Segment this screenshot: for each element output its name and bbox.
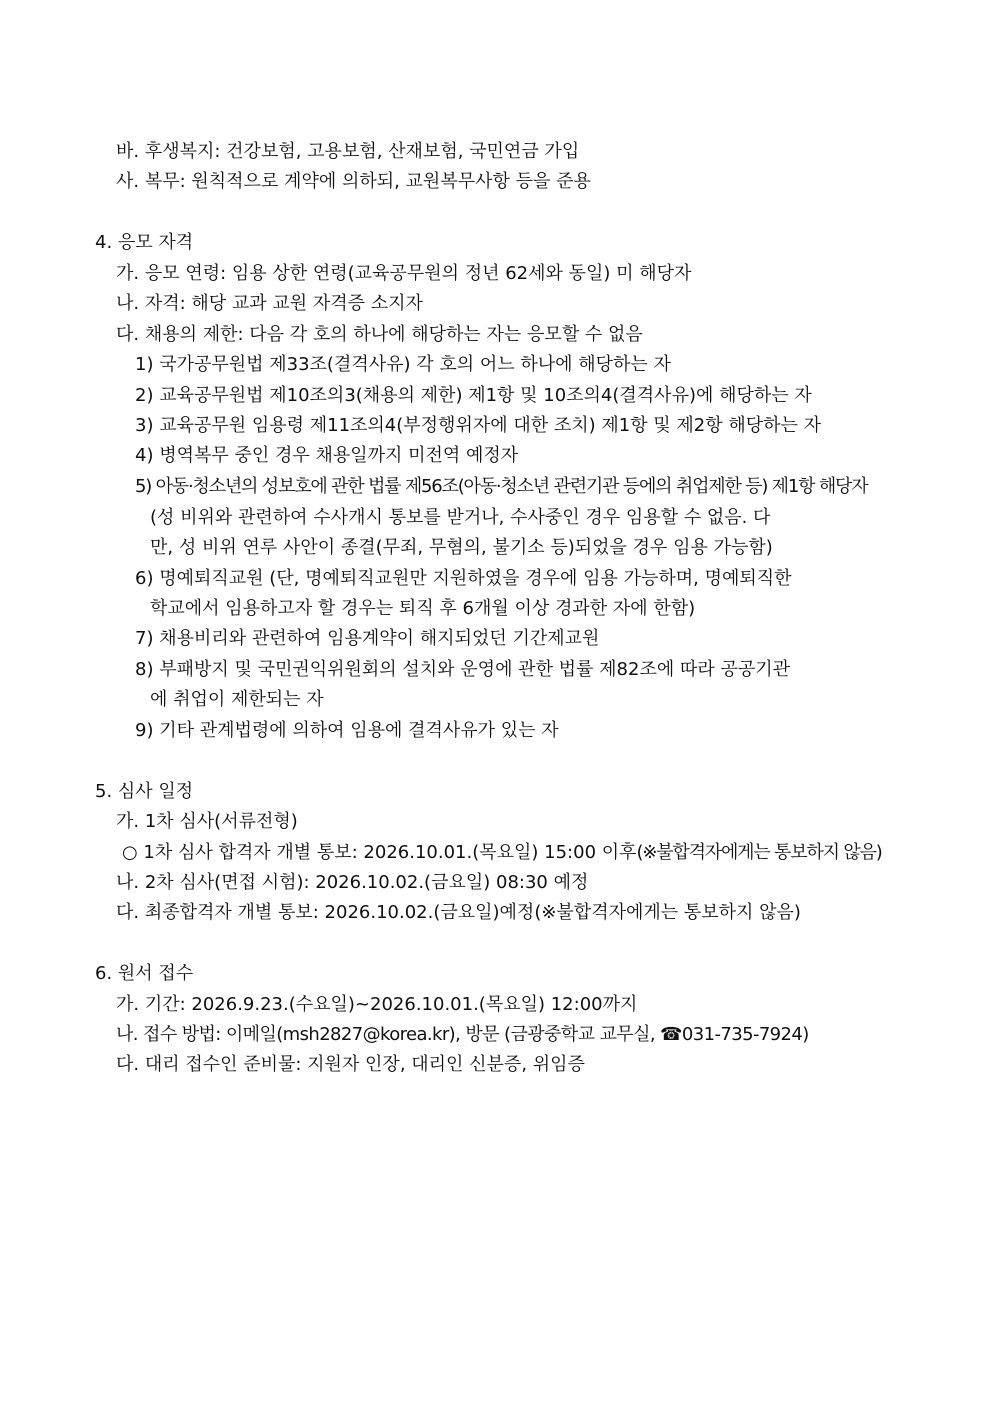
qualification-line: 나. 자격: 해당 교과 교원 자격증 소지자 <box>116 293 423 314</box>
section-4-heading: 4. 응모 자격 <box>95 232 194 253</box>
age-requirement-line: 가. 응모 연령: 임용 상한 연령(교육공무원의 정년 62세와 동일) 미 해당자 <box>116 263 692 284</box>
restriction-item-5-note-2: 만, 성 비위 연루 사안이 종결(무죄, 무혐의, 불기소 등)되었을 경우 임용 가능함) <box>150 537 773 558</box>
restriction-item-7: 7) 채용비리와 관련하여 임용계약이 해지되었던 기간제교원 <box>135 628 600 649</box>
restriction-item-1: 1) 국가공무원법 제33조(결격사유) 각 호의 어느 하나에 해당하는 자 <box>135 354 671 375</box>
restriction-item-4: 4) 병역복무 중인 경우 채용일까지 미전역 예정자 <box>135 445 519 466</box>
restriction-item-8-cont: 에 취업이 제한되는 자 <box>150 689 324 710</box>
proxy-documents-line: 다. 대리 접수인 준비물: 지원자 인장, 대리인 신분증, 위임증 <box>116 1054 585 1075</box>
first-review-notice <box>122 842 882 864</box>
restriction-line: 다. 채용의 제한: 다음 각 호의 하나에 해당하는 자는 응모할 수 없음 <box>116 324 643 345</box>
restriction-item-6-cont: 학교에서 임용하고자 할 경우는 퇴직 후 6개월 이상 경과한 자에 한함) <box>150 598 696 619</box>
application-method-line: 나. 접수 방법: 이메일(msh2827@korea.kr), 방문 (금광중학교 교무실, ☎031-735-7924) <box>116 1024 809 1045</box>
restriction-item-2: 2) 교육공무원법 제10조의3(채용의 제한) 제1항 및 10조의4(결격사유)에 해당하는 자 <box>135 385 812 406</box>
restriction-item-5: 5) 아동·청소년의 성보호에 관한 법률 제56조(아동·청소년 관련기관 등에의 취업제한 등) 제1항 해당자 <box>135 476 868 497</box>
first-review-line: 가. 1차 심사(서류전형) <box>116 811 298 832</box>
restriction-item-3: 3) 교육공무원 임용령 제11조의4(부정행위자에 대한 조치) 제1항 및 제2항 해당하는 자 <box>135 415 822 436</box>
second-review-line: 나. 2차 심사(면접 시험): 2026.10.02.(금요일) 08:30 예정 <box>116 872 589 893</box>
restriction-item-9: 9) 기타 관계법령에 의하여 임용에 결격사유가 있는 자 <box>135 720 559 741</box>
section-5-heading: 5. 심사 일정 <box>95 781 194 802</box>
first-review-notice-note: (※불합격자에게는 통보하지 않음) <box>636 842 882 863</box>
final-notice-line: 다. 최종합격자 개별 통보: 2026.10.02.(금요일)예정(※불합격자에게는 통보하지 않음) <box>116 902 801 923</box>
welfare-line: 바. 후생복지: 건강보험, 고용보험, 산재보험, 국민연금 가입 <box>116 141 580 162</box>
first-review-notice-text: ○ 1차 심사 합격자 개별 통보: 2026.10.01.(목요일) 15:00 이후 <box>122 842 637 863</box>
restriction-item-6: 6) 명예퇴직교원 (단, 명예퇴직교원만 지원하였을 경우에 임용 가능하며, 명예퇴직한 <box>135 568 792 589</box>
section-6-heading: 6. 원서 접수 <box>95 963 194 984</box>
restriction-item-8: 8) 부패방지 및 국민권익위원회의 설치와 운영에 관한 법률 제82조에 따라 공공기관 <box>135 659 791 680</box>
restriction-item-5-note-1: (성 비위와 관련하여 수사개시 통보를 받거나, 수사중인 경우 임용할 수 없음. 다 <box>150 507 771 528</box>
application-period-line: 가. 기간: 2026.9.23.(수요일)~2026.10.01.(목요일) 12:00까지 <box>116 994 638 1015</box>
service-line: 사. 복무: 원칙적으로 계약에 의하되, 교원복무사항 등을 준용 <box>116 171 591 192</box>
